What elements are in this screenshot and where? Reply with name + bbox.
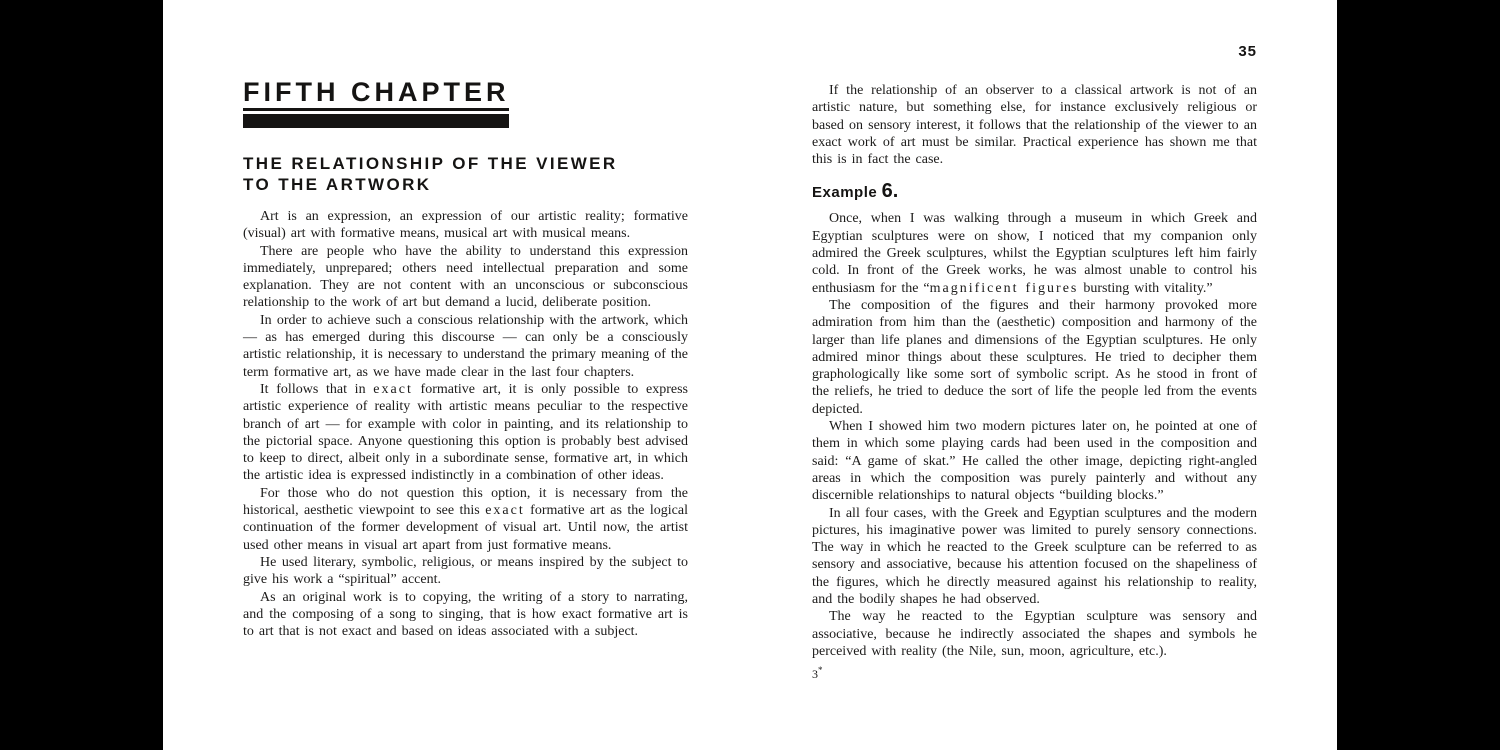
chapter-title-bar bbox=[243, 114, 509, 128]
signature-mark bbox=[812, 665, 1257, 682]
paragraph: In order to achieve such a conscious relationship with the artwork, which — as has emerged during this discourse — can only be a consciously artistic relationship, it is necessary to understand the primary meaning of the term formative art, as we have made clear in the last four chapters. bbox=[243, 312, 688, 380]
chapter-title: FIFTH CHAPTER bbox=[243, 79, 509, 111]
paragraph: There are people who have the ability to understand this expression immediately, unprepared; others need intellectual preparation and some explanation. They are not content with an unconscious or subconscious relationship to the work of art but demand a lucid, deliberate position. bbox=[243, 243, 688, 311]
paragraph: It follows that in exact formative art, it is only possible to express artistic experience of reality with artistic means peculiar to the respective branch of art — for example with color in painting, and its relationship to the pictorial space. Anyone questioning this option is probably best advised to keep to direct, albeit only in a subordinate sense, formative art, in which the artistic idea is expressed indistinctly in a combination of other ideas. bbox=[243, 381, 688, 484]
signature-asterisk: * bbox=[818, 665, 823, 676]
example-heading-label: Example bbox=[812, 184, 878, 202]
paragraph: In all four cases, with the Greek and Egyptian sculptures and the modern pictures, his imaginative power was limited to purely sensory connections. The way in which he reacted to the Greek sculpture can be referred to as sensory and associative, because his attention focused on the shapeliness of the figures, which he directly measured against his relationship to reality, and the bodily shapes he had observed. bbox=[812, 505, 1257, 608]
paragraph: Art is an expression, an expression of our artistic reality; formative (visual) art with formative means, musical art with musical means. bbox=[243, 209, 688, 242]
paragraph: If the relationship of an observer to a classical artwork is not of an artistic nature, but something else, for instance exclusively religious or based on sensory interest, it follows that the relationship of the viewer to an exact work of art must be similar. Practical experience has shown me that this is in fact the case. bbox=[812, 83, 1257, 168]
book-spread bbox=[163, 0, 1337, 750]
page-left bbox=[243, 0, 688, 640]
section-title-line-1: THE RELATIONSHIP OF THE VIEWER bbox=[243, 154, 618, 173]
section-title bbox=[243, 153, 688, 195]
example-heading-number: 6. bbox=[881, 180, 899, 203]
paragraph: He used literary, symbolic, religious, or means inspired by the subject to give his work a “spiritual” accent. bbox=[243, 554, 688, 588]
example-heading bbox=[812, 180, 1257, 204]
paragraph: For those who do not question this option, it is necessary from the historical, aesthetic viewpoint to see this exact formative art as the logical continuation of the former development of visual art. Until now, the artist used other means in visual art apart from just formative means. bbox=[243, 485, 688, 553]
right-page-intro bbox=[812, 82, 1257, 168]
paragraph: The composition of the figures and their harmony provoked more admiration from him than the (aesthetic) composition and harmony of the larger than life planes and dimensions of the Egyptian sculptures. He only admired minor things about these sculptures. He tried to decipher them graphologically like some sort of symbolic script. As he stood in front of the reliefs, he tried to deduce the sort of life the people led from the events depicted. bbox=[812, 297, 1257, 417]
signature-number: 3 bbox=[812, 667, 818, 682]
page-number: 35 bbox=[1238, 43, 1257, 60]
left-page-body bbox=[243, 208, 688, 640]
chapter-heading-block bbox=[243, 79, 509, 128]
page-right bbox=[812, 0, 1257, 682]
paragraph: Once, when I was walking through a museum in which Greek and Egyptian sculptures were on show, I noticed that my companion only admired the Greek sculptures, whilst the Egyptian sculptures left him fairly cold. In front of the Greek works, he was almost unable to control his enthusiasm for the “magnificent figures bursting with vitality.” bbox=[812, 211, 1257, 296]
paragraph: When I showed him two modern pictures later on, he pointed at one of them in which some playing cards had been used in the composition and said: “A game of skat.” He called the other image, depicting right-angled areas in which the composition was purely painterly and without any discernible relationships to natural objects “building blocks.” bbox=[812, 419, 1257, 504]
right-page-body bbox=[812, 210, 1257, 660]
paragraph: As an original work is to copying, the writing of a story to narrating, and the composing of a song to singing, that is how exact formative art is to art that is not exact and based on ideas associated with a subject. bbox=[243, 589, 688, 640]
paragraph: The way he reacted to the Egyptian sculpture was sensory and associative, because he indirectly associated the shapes and symbols he perceived with reality (the Nile, sun, moon, agriculture, etc.). bbox=[812, 609, 1257, 659]
section-title-line-2: TO THE ARTWORK bbox=[243, 175, 432, 194]
